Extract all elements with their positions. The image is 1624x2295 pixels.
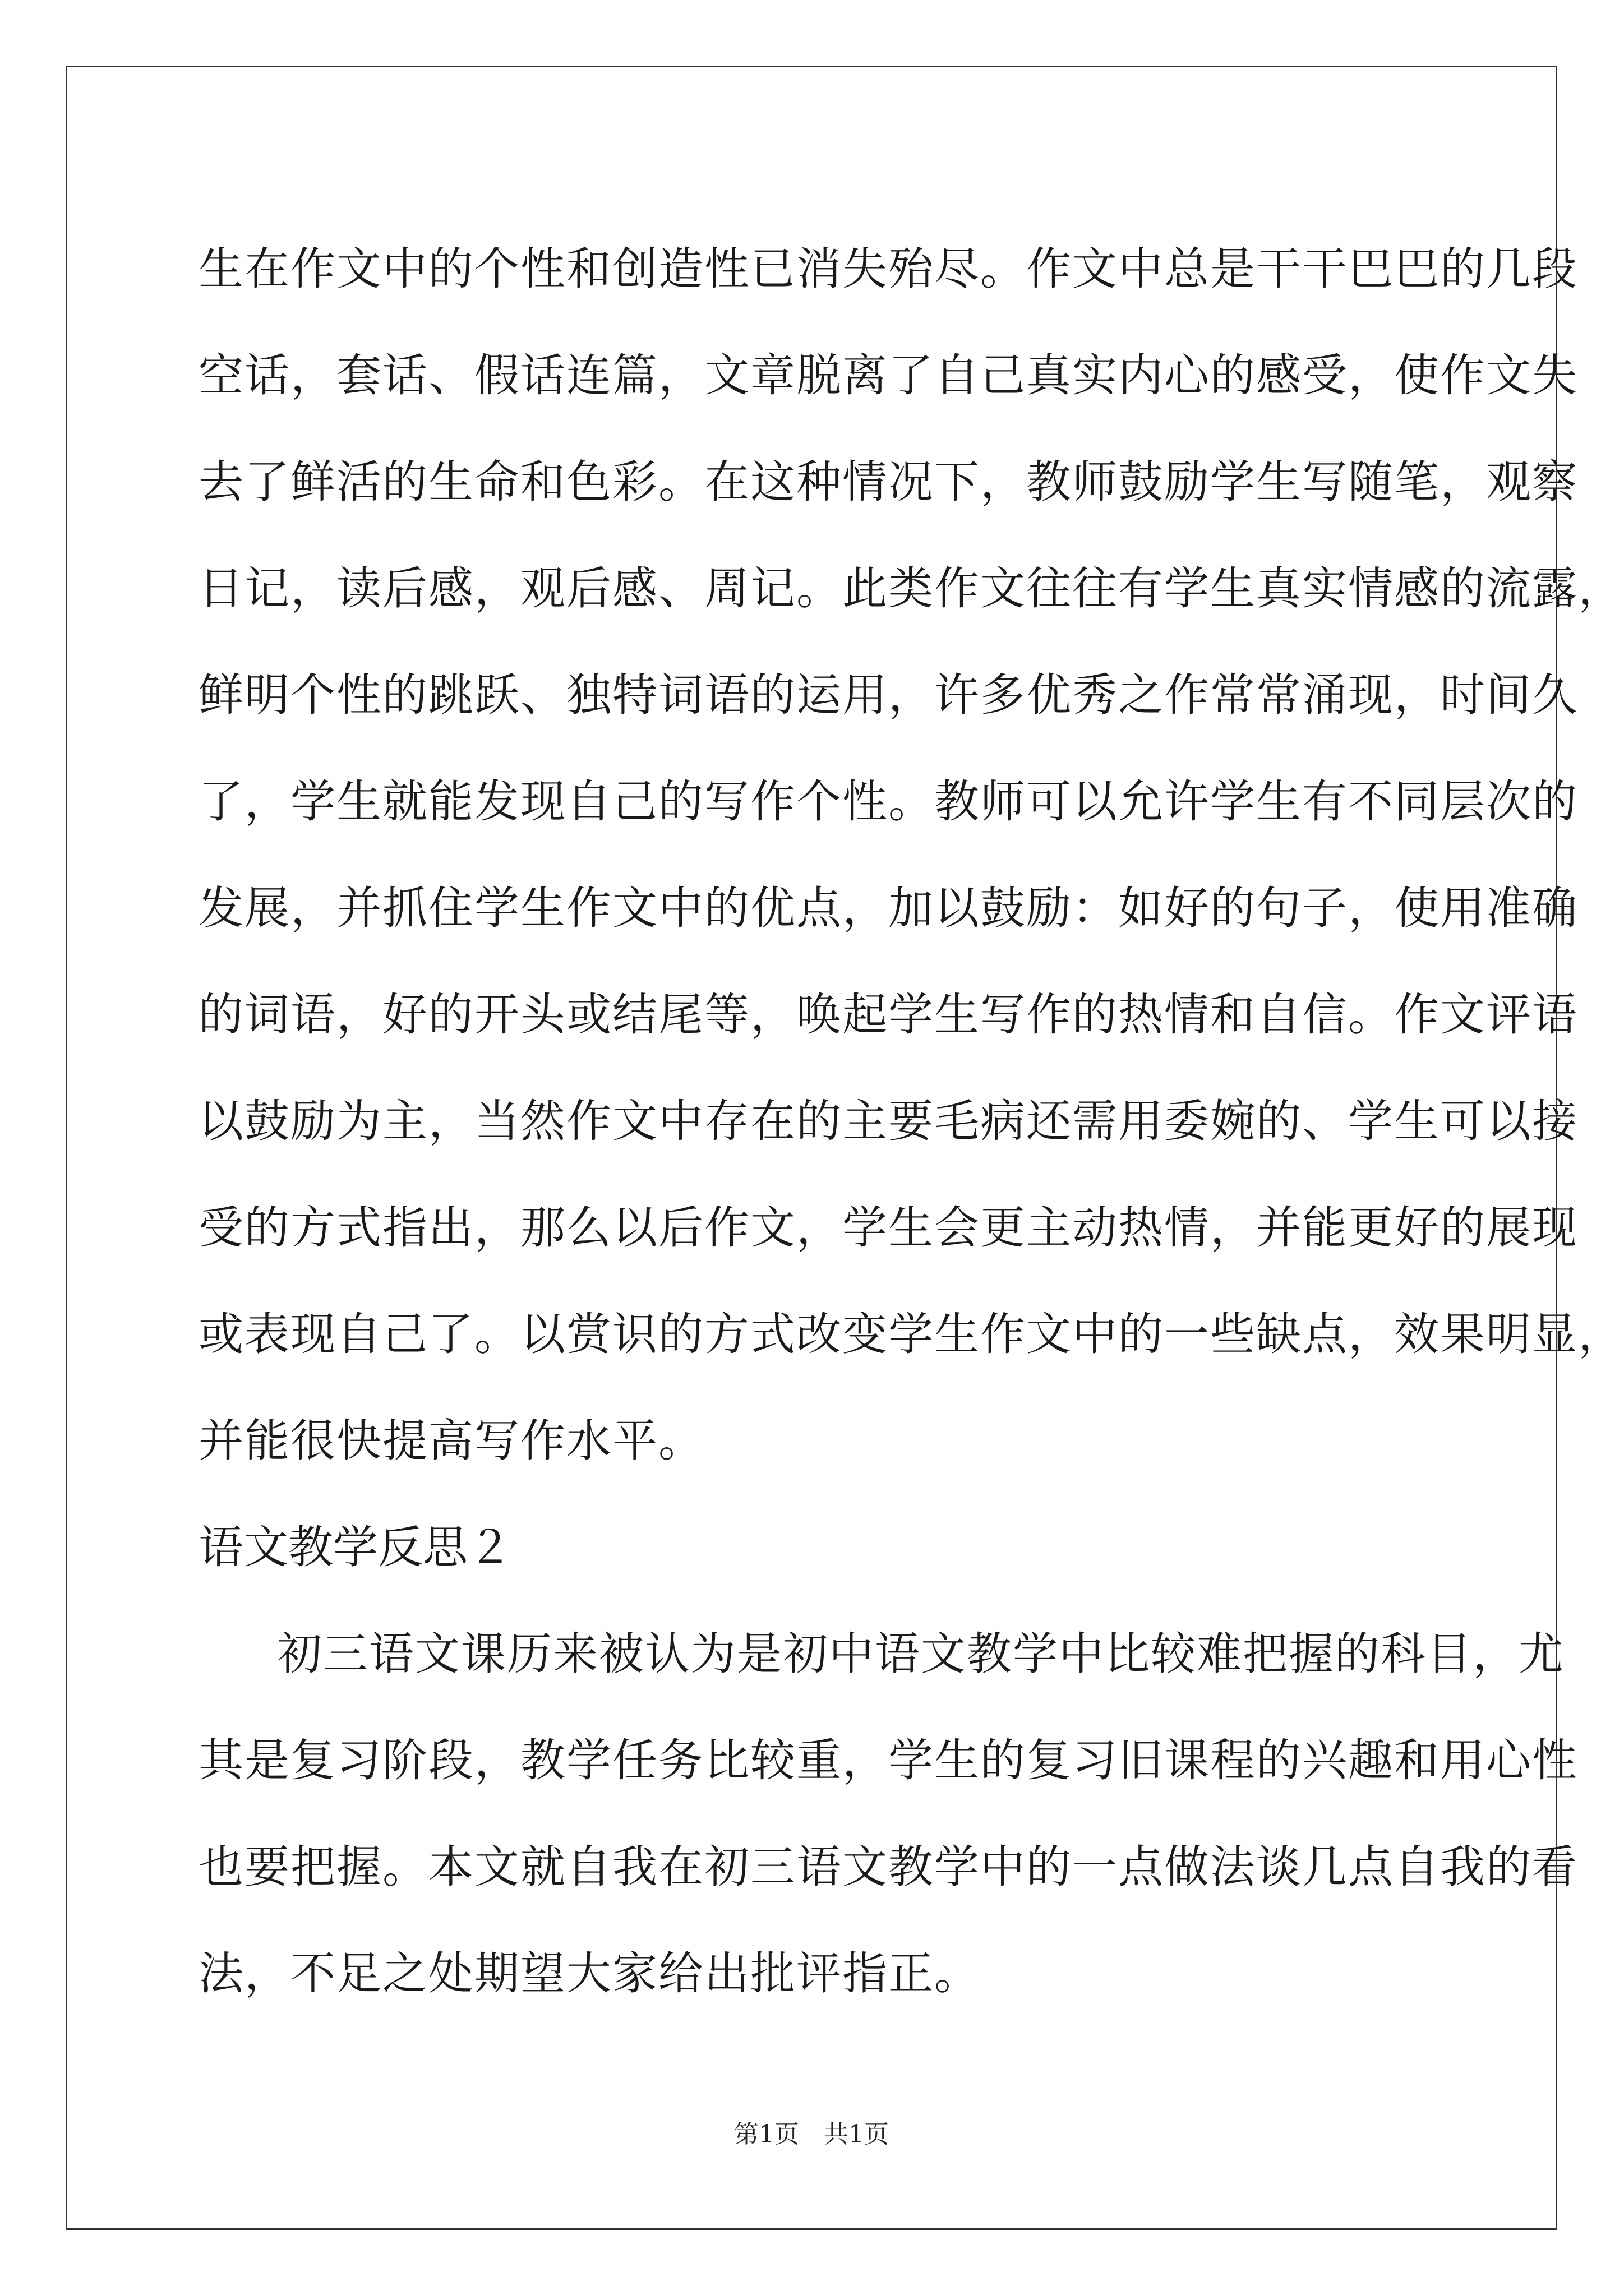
text-line: 去了鲜活的生命和色彩。在这种情况下，教师鼓励学生写随笔，观察 — [199, 456, 1578, 508]
page-footer: 第1页 共1页 — [734, 2120, 889, 2149]
text-line: 也要把握。本文就自我在初三语文教学中的一点做法谈几点自我的看 — [199, 1841, 1578, 1893]
text-line: 的词语，好的开头或结尾等，唤起学生写作的热情和自信。作文评语 — [199, 989, 1578, 1041]
document-body — [199, 216, 1624, 2027]
text-line: 鲜明个性的跳跃、独特词语的运用，许多优秀之作常常涌现，时间久 — [199, 669, 1578, 721]
text-line: 受的方式指出，那么以后作文，学生会更主动热情，并能更好的展现 — [199, 1202, 1578, 1254]
section-title: 语文教学反思２ — [199, 1521, 513, 1573]
text-line: 日记，读后感，观后感、周记。此类作文往往有学生真实情感的流露， — [199, 562, 1624, 615]
text-line: 空话，套话、假话连篇，文章脱离了自己真实内心的感受，使作文失 — [199, 349, 1578, 401]
text-line: 了，学生就能发现自己的写作个性。教师可以允许学生有不同层次的 — [199, 775, 1578, 828]
text-line: 并能很快提高写作水平。 — [199, 1415, 704, 1467]
paragraph-1 — [199, 216, 1624, 1494]
text-line: 以鼓励为主，当然作文中存在的主要毛病还需用委婉的、学生可以接 — [199, 1095, 1578, 1147]
text-line: 其是复习阶段，教学任务比较重，学生的复习旧课程的兴趣和用心性 — [199, 1734, 1578, 1786]
text-line: 法，不足之处期望大家给出批评指正。 — [199, 1947, 980, 2000]
text-line: 初三语文课历来被认为是初中语文教学中比较难把握的科目，尤 — [277, 1628, 1565, 1680]
text-line: 发展，并抓住学生作文中的优点，加以鼓励：如好的句子，使用准确 — [199, 882, 1578, 934]
text-line: 或表现自己了。以赏识的方式改变学生作文中的一些缺点，效果明显， — [199, 1308, 1624, 1360]
text-line: 生在作文中的个性和创造性已消失殆尽。作文中总是干干巴巴的几段 — [199, 243, 1578, 295]
paragraph-2 — [199, 1601, 1578, 2027]
